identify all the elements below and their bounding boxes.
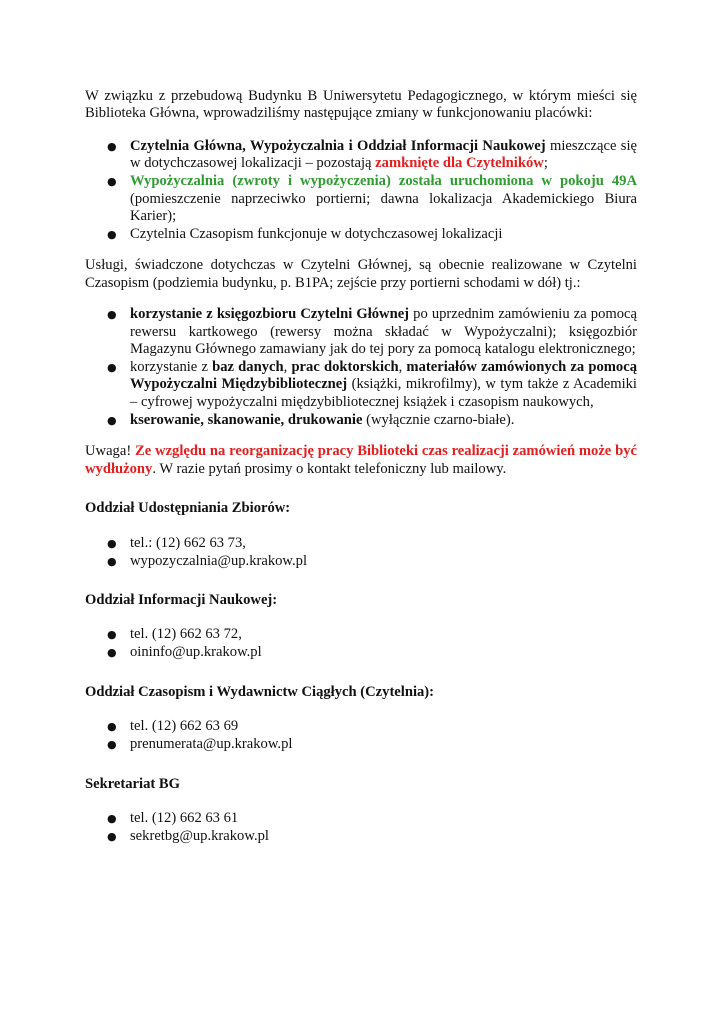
contact-email xyxy=(85,736,637,753)
bullet-icon: ● xyxy=(107,628,117,642)
bullet-icon: ● xyxy=(107,361,117,375)
bullet-icon: ● xyxy=(107,720,117,734)
contact-list xyxy=(85,718,637,753)
notice-lead: Uwaga! xyxy=(85,443,132,460)
list-item xyxy=(85,306,637,358)
item-text: , xyxy=(283,359,292,376)
notice-paragraph xyxy=(85,443,637,478)
contact-list xyxy=(85,535,637,570)
contact-email xyxy=(85,553,637,570)
contact-section xyxy=(85,776,637,846)
contact-phone xyxy=(85,626,637,643)
list-item xyxy=(85,359,637,411)
bullet-icon: ● xyxy=(107,829,117,843)
bullet-icon: ● xyxy=(107,554,117,568)
bold-text: prac doktorskich xyxy=(291,359,399,376)
contact-phone xyxy=(85,810,637,827)
item-text: Czytelnia Czasopism funkcjonuje w dotychczasowej lokalizacji xyxy=(130,226,503,243)
contact-heading: Oddział Czasopism i Wydawnictw Ciągłych (Czytelnia): xyxy=(85,683,435,700)
bold-text: materiałów zamówionych za pomocą Wypożyczalni Międzybibliotecznej xyxy=(130,359,638,393)
highlight-red: zamknięte dla Czytelników xyxy=(375,155,544,172)
highlight-green: Wypożyczalnia (zwroty i wypożyczenia) została uruchomiona w pokoju 49A xyxy=(130,173,637,190)
contact-email xyxy=(85,644,637,661)
services-list xyxy=(85,306,637,429)
contact-section xyxy=(85,684,637,754)
phone-text: tel. (12) 662 63 61 xyxy=(130,809,239,826)
phone-text: tel.: (12) 662 63 73, xyxy=(130,534,246,551)
list-item xyxy=(85,138,637,173)
bold-text: korzystanie z księgozbioru Czytelni Głównej xyxy=(130,306,410,323)
item-text: , xyxy=(398,359,407,376)
contact-heading: Oddział Informacji Naukowej: xyxy=(85,591,278,608)
phone-text: tel. (12) 662 63 72, xyxy=(130,626,242,643)
item-text: (wyłącznie czarno-białe). xyxy=(362,411,515,428)
contact-section xyxy=(85,592,637,662)
phone-text: tel. (12) 662 63 69 xyxy=(130,718,239,735)
notice-text: . W razie pytań prosimy o kontakt telefoniczny lub mailowy. xyxy=(152,460,507,477)
bold-text: Czytelnia Główna, Wypożyczalnia i Oddział Informacji Naukowej xyxy=(130,137,546,154)
list-item xyxy=(85,226,637,243)
list-item xyxy=(85,173,637,225)
item-text: (pomieszczenie naprzeciwko portierni; dawna lokalizacja Akademickiego Biura Karier); xyxy=(130,190,637,225)
contact-list xyxy=(85,626,637,661)
item-text: (książki, mikrofilmy), w tym także z Academiki – cyfrowej wypożyczalni międzybibliotecznej książek i czasopism naukowych, xyxy=(130,376,637,410)
bold-text: kserowanie, skanowanie, drukowanie xyxy=(130,411,363,428)
bullet-icon: ● xyxy=(107,811,117,825)
intro-paragraph: W związku z przebudową Budynku B Uniwersytetu Pedagogicznego, w którym mieści się Biblioteka Główna, wprowadziliśmy następujące zmiany w funkcjonowaniu placówki: xyxy=(85,88,637,122)
contact-heading: Sekretariat BG xyxy=(85,775,180,792)
bullet-icon: ● xyxy=(107,536,117,550)
item-text: korzystanie z xyxy=(130,359,213,376)
bullet-icon: ● xyxy=(107,228,117,242)
email-text: oininfo@up.krakow.pl xyxy=(130,644,262,661)
contact-list xyxy=(85,810,637,845)
contact-phone xyxy=(85,718,637,735)
bullet-icon: ● xyxy=(107,308,117,322)
bullet-icon: ● xyxy=(107,738,117,752)
contact-section xyxy=(85,500,637,570)
bullet-icon: ● xyxy=(107,175,117,189)
bullet-icon: ● xyxy=(107,139,117,153)
email-text: wypozyczalnia@up.krakow.pl xyxy=(130,552,308,569)
email-text: prenumerata@up.krakow.pl xyxy=(130,736,293,753)
contact-email xyxy=(85,828,637,845)
item-text: ; xyxy=(543,155,548,172)
document-page xyxy=(85,88,637,846)
email-text: sekretbg@up.krakow.pl xyxy=(130,827,269,844)
bullet-icon: ● xyxy=(107,413,117,427)
list-item xyxy=(85,412,637,429)
bold-text: baz danych xyxy=(212,359,284,376)
item-text: po uprzednim zamówieniu za pomocą rewersu kartkowego (rewersy można składać w Wypożyczalni); księgozbiór Magazynu Głównego zamawiany jak do tej pory za pomocą katalogu elektronicznego; xyxy=(130,306,637,358)
item-text: mieszczące się w dotychczasowej lokalizacji – pozostają xyxy=(130,137,637,172)
highlight-red: Ze względu na reorganizację pracy Biblioteki czas realizacji zamówień może być wydłużony xyxy=(85,443,637,477)
contact-phone xyxy=(85,535,637,552)
bullet-icon: ● xyxy=(107,646,117,660)
changes-list xyxy=(85,138,637,244)
services-paragraph: Usługi, świadczone dotychczas w Czytelni Głównej, są obecnie realizowane w Czytelni Czasopism (podziemia budynku, p. B1PA; zejście przy portierni schodami w dół) tj.: xyxy=(85,257,637,291)
contact-heading: Oddział Udostępniania Zbiorów: xyxy=(85,500,291,517)
